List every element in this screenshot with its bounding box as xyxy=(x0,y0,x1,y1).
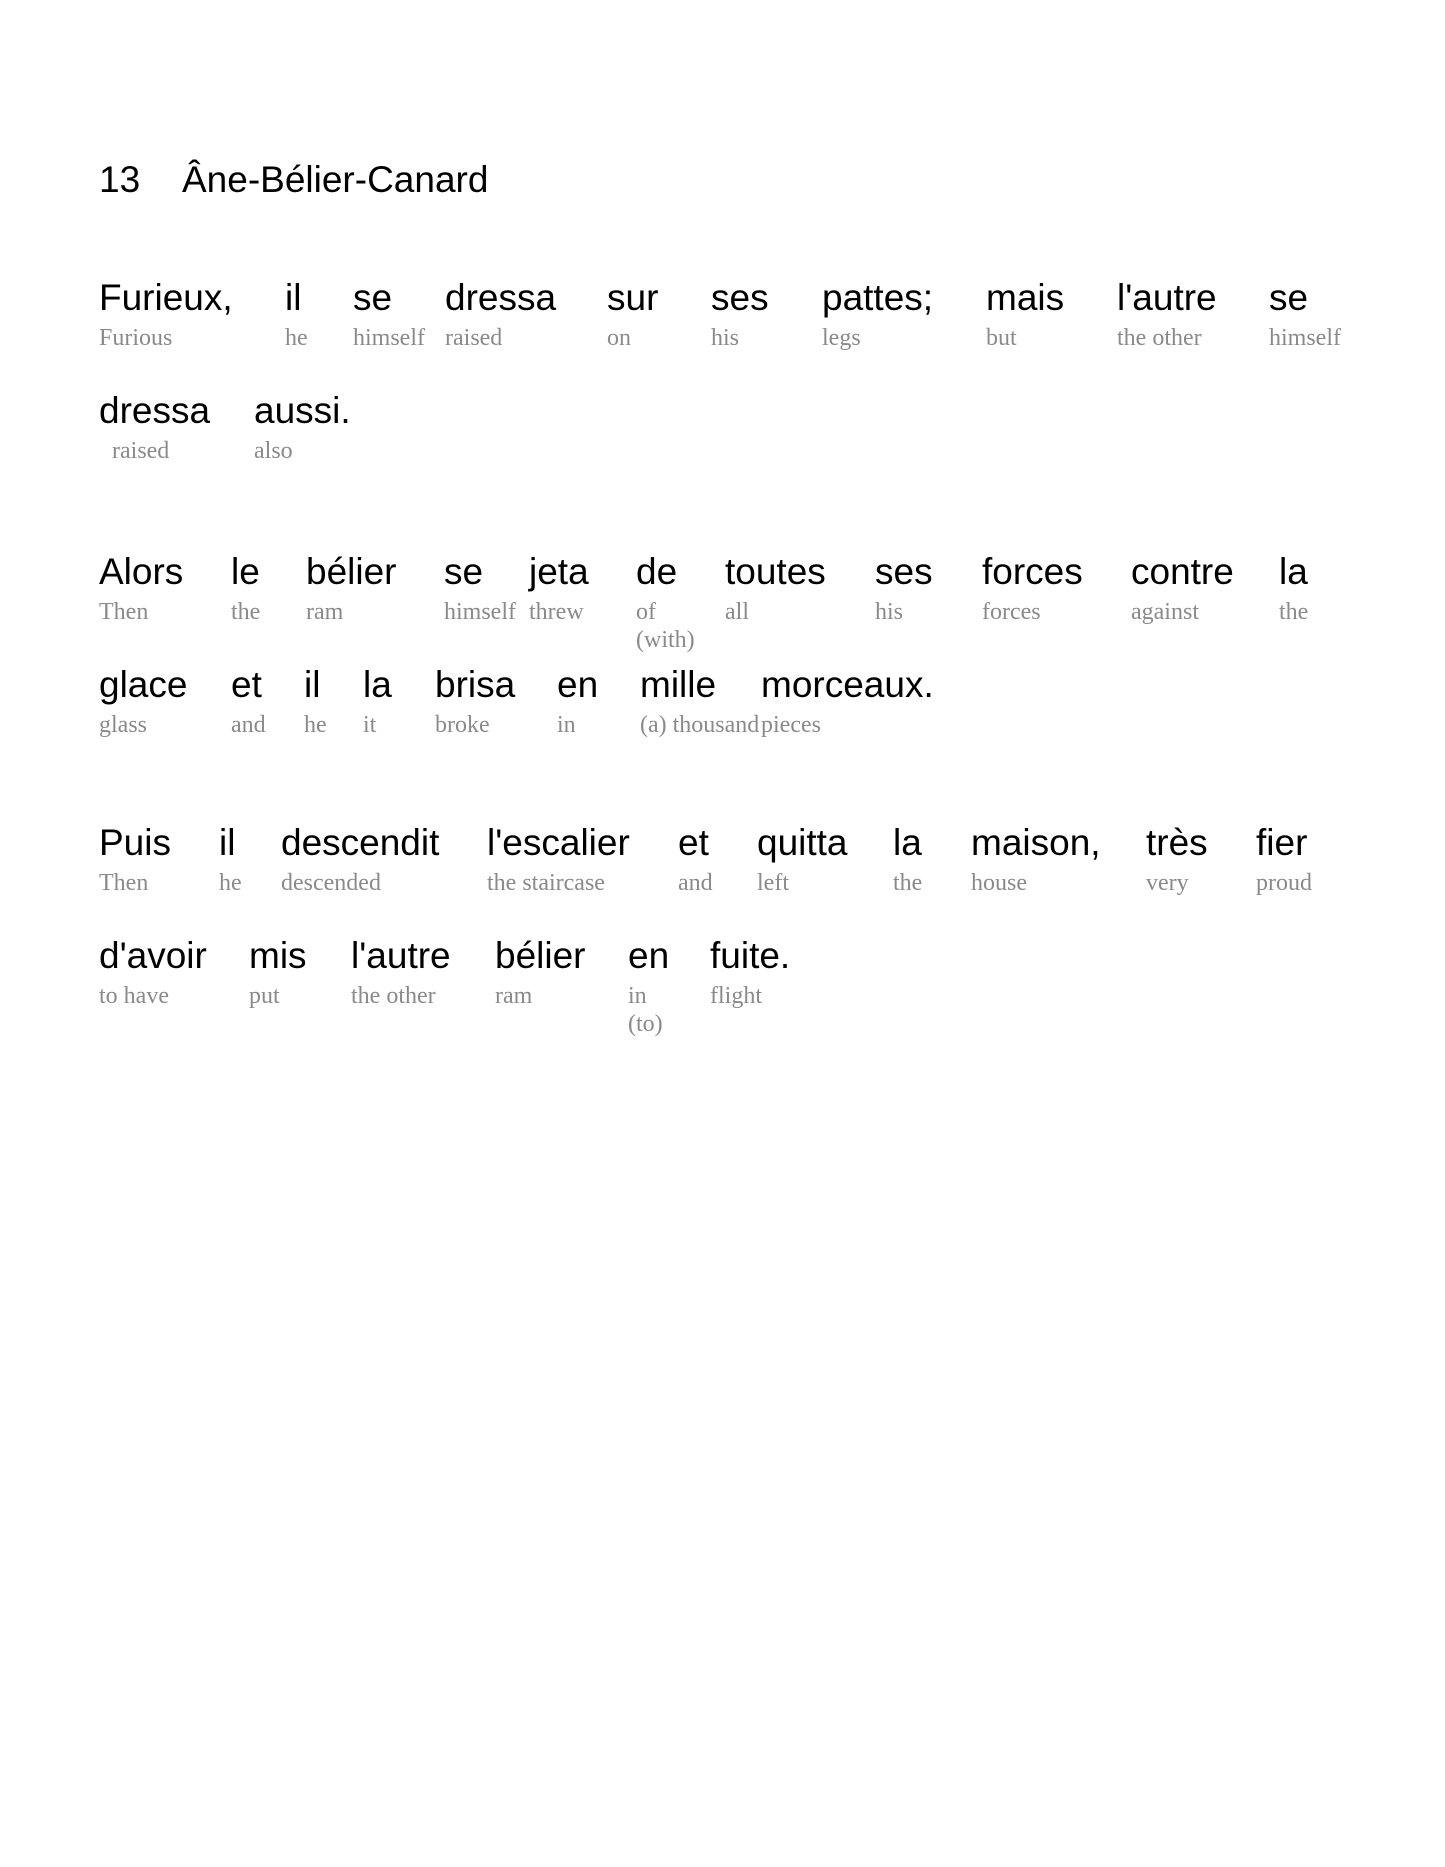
french-word: maison, xyxy=(971,822,1101,863)
english-gloss: house xyxy=(971,870,1027,896)
french-word: mille xyxy=(640,664,717,705)
english-gloss: forces xyxy=(982,599,1041,625)
english-gloss: the xyxy=(893,870,923,896)
french-word: bélier xyxy=(495,935,586,976)
french-word: l'autre xyxy=(1117,277,1217,318)
french-word: la xyxy=(1279,551,1308,592)
word-pair xyxy=(893,817,922,897)
word-pair xyxy=(285,272,308,352)
english-gloss: ram xyxy=(306,599,344,625)
english-gloss: himself xyxy=(444,599,516,625)
french-word: l'autre xyxy=(351,935,451,976)
french-word: et xyxy=(678,822,709,863)
word-pair xyxy=(254,385,351,465)
english-gloss: of xyxy=(636,599,656,625)
french-word: pattes; xyxy=(822,277,934,318)
english-gloss: the other xyxy=(351,983,436,1009)
english-gloss: pieces xyxy=(761,712,821,738)
word-pair xyxy=(1279,546,1308,626)
word-pair xyxy=(1256,817,1312,897)
french-word: en xyxy=(557,664,599,705)
english-gloss: himself xyxy=(1269,325,1341,351)
french-word: ses xyxy=(875,551,933,592)
text-line xyxy=(99,817,1399,927)
text-line xyxy=(99,659,1399,769)
word-pair xyxy=(757,817,848,897)
french-word: Alors xyxy=(99,551,184,592)
english-gloss: his xyxy=(711,325,740,351)
word-pair xyxy=(281,817,439,897)
french-word: contre xyxy=(1131,551,1234,592)
english-gloss: to have xyxy=(99,983,169,1009)
english-gloss: the xyxy=(1279,599,1309,625)
french-word: forces xyxy=(982,551,1083,592)
english-gloss: the xyxy=(231,599,261,625)
word-pair xyxy=(435,659,515,739)
french-word: dressa xyxy=(445,277,557,318)
word-pair xyxy=(557,659,598,739)
english-gloss: left xyxy=(757,870,789,896)
french-word: Puis xyxy=(99,822,171,863)
french-word: en xyxy=(628,935,670,976)
french-word: toutes xyxy=(725,551,826,592)
english-gloss: and xyxy=(678,870,713,896)
word-pair xyxy=(363,659,392,739)
english-gloss: in xyxy=(557,712,576,738)
english-gloss: and xyxy=(231,712,266,738)
word-pair xyxy=(304,659,327,739)
french-word: quitta xyxy=(757,822,848,863)
word-pair xyxy=(678,817,713,897)
english-gloss: also xyxy=(254,438,293,464)
english-gloss: raised xyxy=(445,325,503,351)
english-gloss: broke xyxy=(435,712,490,738)
english-gloss: it xyxy=(363,712,377,738)
french-word: dressa xyxy=(99,390,211,431)
english-gloss-alt: (with) xyxy=(636,627,695,653)
word-pair xyxy=(353,272,425,352)
english-gloss: he xyxy=(285,325,308,351)
word-pair xyxy=(231,659,266,739)
french-word: et xyxy=(231,664,262,705)
word-pair xyxy=(986,272,1064,352)
word-pair xyxy=(822,272,933,352)
word-pair xyxy=(607,272,658,352)
french-word: il xyxy=(304,664,321,705)
french-word: morceaux. xyxy=(761,664,934,705)
word-pair xyxy=(1131,546,1234,626)
english-gloss: glass xyxy=(99,712,147,738)
english-gloss: flight xyxy=(710,983,762,1009)
text-line xyxy=(99,546,1399,656)
french-word: d'avoir xyxy=(99,935,207,976)
french-word: bélier xyxy=(306,551,397,592)
english-gloss: Then xyxy=(99,870,149,896)
english-gloss: Then xyxy=(99,599,149,625)
french-word: descendit xyxy=(281,822,440,863)
word-pair xyxy=(351,930,451,1010)
english-gloss: ram xyxy=(495,983,533,1009)
french-word: la xyxy=(363,664,392,705)
word-pair xyxy=(219,817,242,897)
word-pair xyxy=(99,930,207,1010)
english-gloss: his xyxy=(875,599,904,625)
french-word: fuite. xyxy=(710,935,791,976)
english-gloss: but xyxy=(986,325,1017,351)
french-word: jeta xyxy=(529,551,589,592)
word-pair xyxy=(725,546,826,626)
french-word: se xyxy=(1269,277,1309,318)
english-gloss: legs xyxy=(822,325,861,351)
word-pair xyxy=(231,546,260,626)
english-gloss: put xyxy=(249,983,280,1009)
english-gloss: the other xyxy=(1117,325,1202,351)
french-word: fier xyxy=(1256,822,1308,863)
word-pair xyxy=(99,817,171,897)
french-word: Furieux, xyxy=(99,277,233,318)
text-line xyxy=(99,930,1399,1040)
english-gloss: he xyxy=(304,712,327,738)
french-word: se xyxy=(444,551,484,592)
english-gloss: against xyxy=(1131,599,1199,625)
chapter-number: 13 xyxy=(99,159,141,200)
word-pair xyxy=(1269,272,1341,352)
english-gloss: himself xyxy=(353,325,425,351)
chapter-title: Âne-Bélier-Canard xyxy=(182,159,489,200)
english-gloss: threw xyxy=(529,599,584,625)
french-word: il xyxy=(285,277,302,318)
english-gloss: (a) thousand xyxy=(640,712,760,738)
word-pair xyxy=(1146,817,1208,897)
word-pair xyxy=(99,385,210,465)
french-word: glace xyxy=(99,664,188,705)
english-gloss: he xyxy=(219,870,242,896)
english-gloss: very xyxy=(1146,870,1189,896)
french-word: la xyxy=(893,822,922,863)
word-pair xyxy=(249,930,307,1010)
french-word: brisa xyxy=(435,664,516,705)
word-pair xyxy=(495,930,586,1010)
word-pair xyxy=(99,546,183,626)
english-gloss: on xyxy=(607,325,631,351)
word-pair xyxy=(444,546,516,626)
word-pair xyxy=(445,272,556,352)
english-gloss: all xyxy=(725,599,749,625)
text-line xyxy=(99,385,1399,495)
english-gloss: in xyxy=(628,983,647,1009)
english-gloss: Furious xyxy=(99,325,173,351)
word-pair xyxy=(711,272,769,352)
word-pair xyxy=(1117,272,1217,352)
english-gloss-alt: (to) xyxy=(628,1011,663,1037)
word-pair xyxy=(99,659,187,739)
french-word: sur xyxy=(607,277,659,318)
french-word: mis xyxy=(249,935,307,976)
word-pair xyxy=(710,930,790,1010)
word-pair xyxy=(99,272,233,352)
french-word: l'escalier xyxy=(487,822,630,863)
english-gloss: the staircase xyxy=(487,870,605,896)
word-pair xyxy=(306,546,397,626)
word-pair xyxy=(761,659,934,739)
french-word: très xyxy=(1146,822,1208,863)
french-word: ses xyxy=(711,277,769,318)
word-pair xyxy=(640,659,759,739)
word-pair xyxy=(982,546,1083,626)
french-word: le xyxy=(231,551,260,592)
word-pair xyxy=(971,817,1101,897)
word-pair xyxy=(487,817,630,897)
word-pair xyxy=(529,546,589,626)
french-word: se xyxy=(353,277,393,318)
english-gloss: descended xyxy=(281,870,381,896)
text-line xyxy=(99,272,1399,382)
word-pair xyxy=(628,930,669,1038)
french-word: aussi. xyxy=(254,390,351,431)
french-word: de xyxy=(636,551,678,592)
french-word: mais xyxy=(986,277,1065,318)
english-gloss: raised xyxy=(112,438,170,464)
word-pair xyxy=(875,546,933,626)
chapter-heading xyxy=(99,153,488,207)
word-pair xyxy=(636,546,695,654)
french-word: il xyxy=(219,822,236,863)
english-gloss: proud xyxy=(1256,870,1312,896)
